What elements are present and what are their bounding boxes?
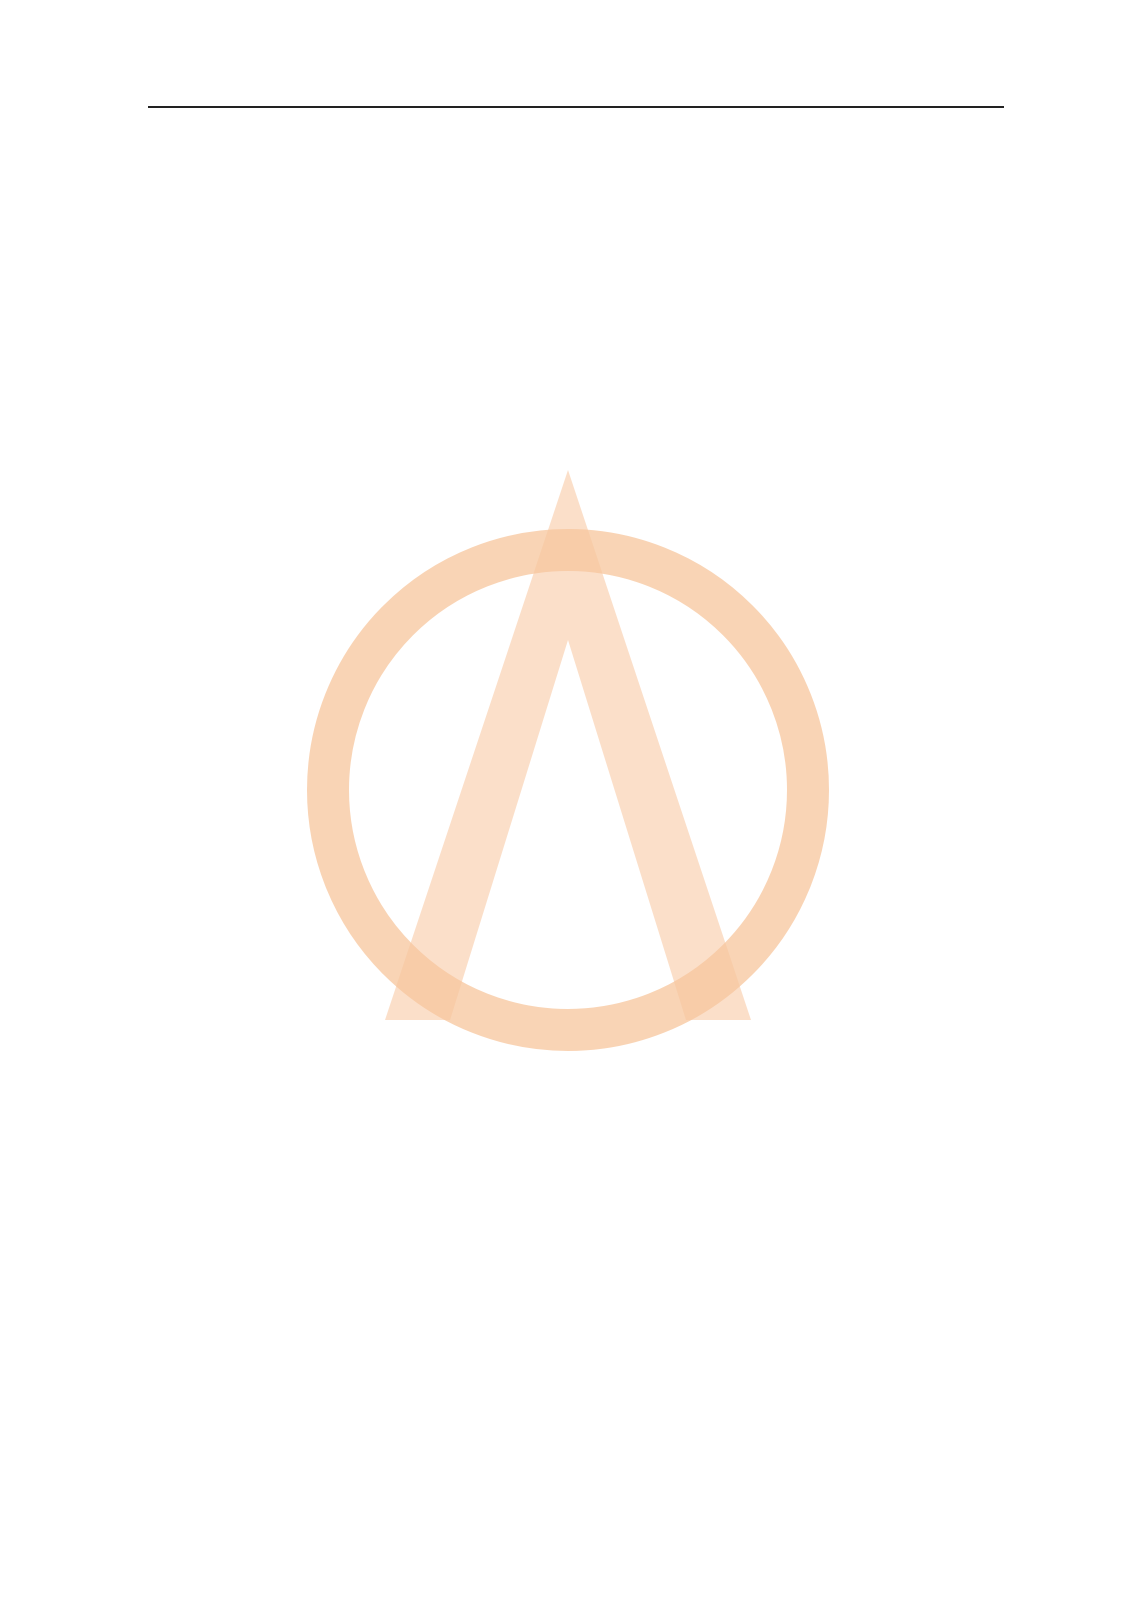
watermark-triangle: [385, 470, 751, 1020]
header-divider: [148, 106, 1004, 108]
watermark-ring: [328, 550, 808, 1030]
